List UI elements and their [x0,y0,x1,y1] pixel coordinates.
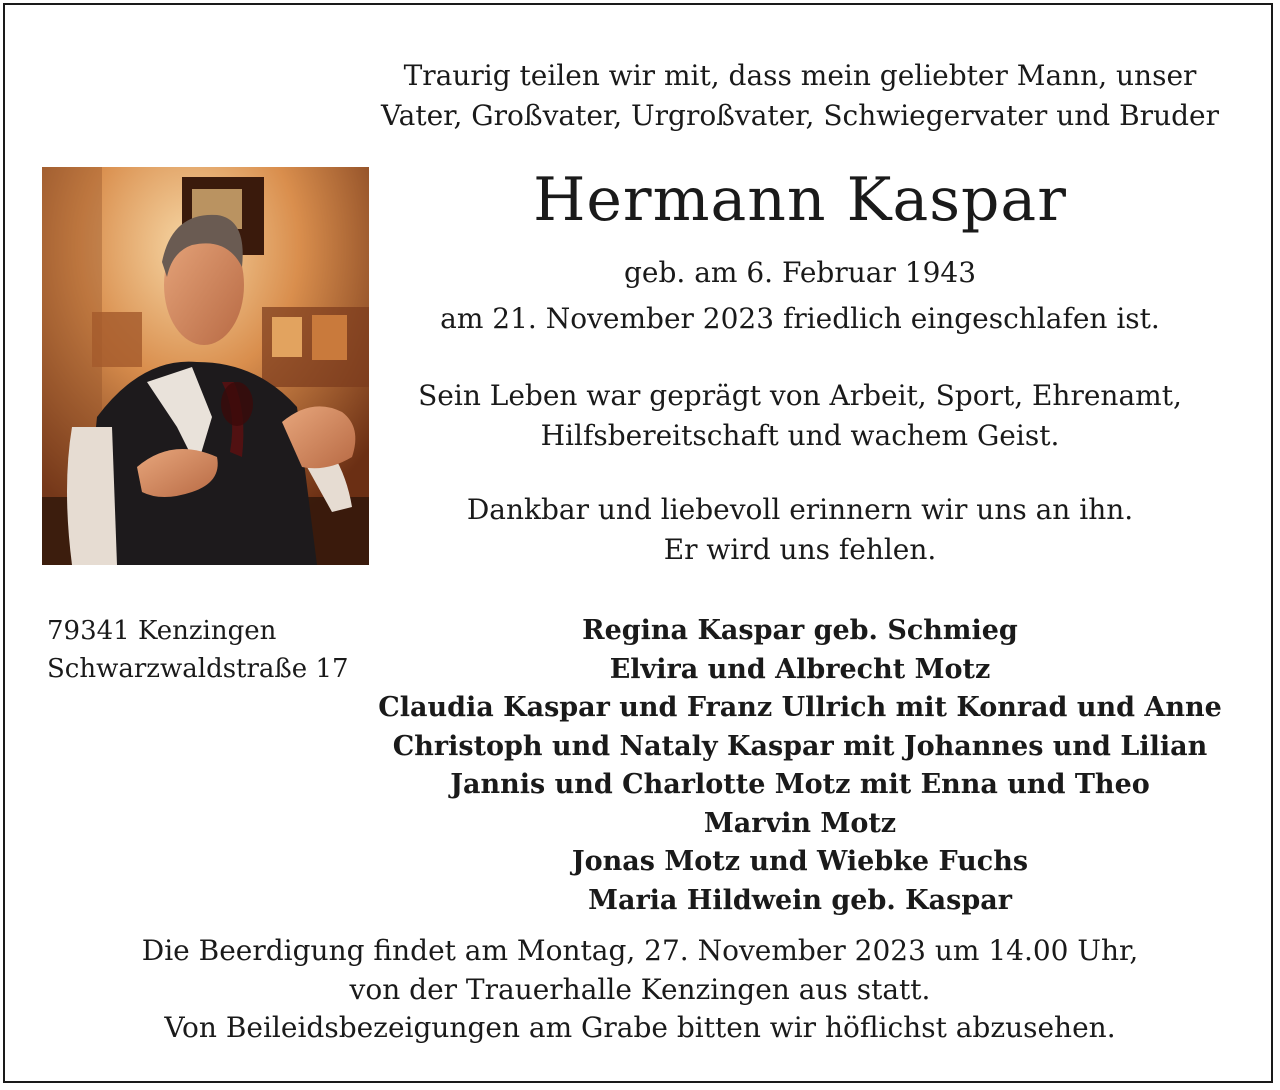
deceased-name: Hermann Kaspar [533,165,1067,235]
life-description [370,376,1230,456]
life-line: Hilfsbereitschaft und wachem Geist. [540,419,1060,452]
intro-text [370,56,1230,136]
mourner-line: Maria Hildwein geb. Kaspar [588,884,1012,916]
life-dates [370,250,1230,342]
intro-line: Vater, Großvater, Urgroßvater, Schwiegervater und Bruder [381,99,1219,132]
life-line: Sein Leben war geprägt von Arbeit, Sport, Ehrenamt, [418,379,1182,412]
funeral-line: von der Trauerhalle Kenzingen aus statt. [349,972,931,1006]
mourner-line: Jonas Motz und Wiebke Fuchs [571,846,1029,877]
mourners-list [370,612,1230,920]
birth-line: geb. am 6. Februar 1943 [623,256,977,289]
mourner-line: Marvin Motz [703,807,897,839]
intro-line: Traurig teilen wir mit, dass mein geliebter Mann, unser [403,59,1197,92]
funeral-line: Von Beileidsbezeigungen am Grabe bitten wir höflichst abzusehen. [164,1011,1116,1044]
mourner-line: Jannis und Charlotte Motz mit Enna und Theo [450,769,1150,800]
address-city: 79341 Kenzingen [47,616,277,646]
funeral-notice [40,932,1240,1048]
remembrance-text [370,490,1230,570]
mourner-line: Elvira und Albrecht Motz [609,653,991,685]
funeral-line: Die Beerdigung findet am Montag, 27. November 2023 um 14.00 Uhr, [141,934,1139,967]
remembrance-line: Dankbar und liebevoll erinnern wir uns an ihn. [466,493,1134,526]
mourner-line: Claudia Kaspar und Franz Ullrich mit Konrad und Anne [378,692,1222,723]
address-block [47,612,349,688]
address-street: Schwarzwaldstraße 17 [47,654,349,684]
portrait-photo [42,167,369,565]
death-line: am 21. November 2023 friedlich eingeschlafen ist. [440,302,1160,335]
remembrance-line: Er wird uns fehlen. [663,533,937,566]
mourner-line: Regina Kaspar geb. Schmieg [582,615,1018,646]
mourner-line: Christoph und Nataly Kaspar mit Johannes und Lilian [392,730,1208,762]
